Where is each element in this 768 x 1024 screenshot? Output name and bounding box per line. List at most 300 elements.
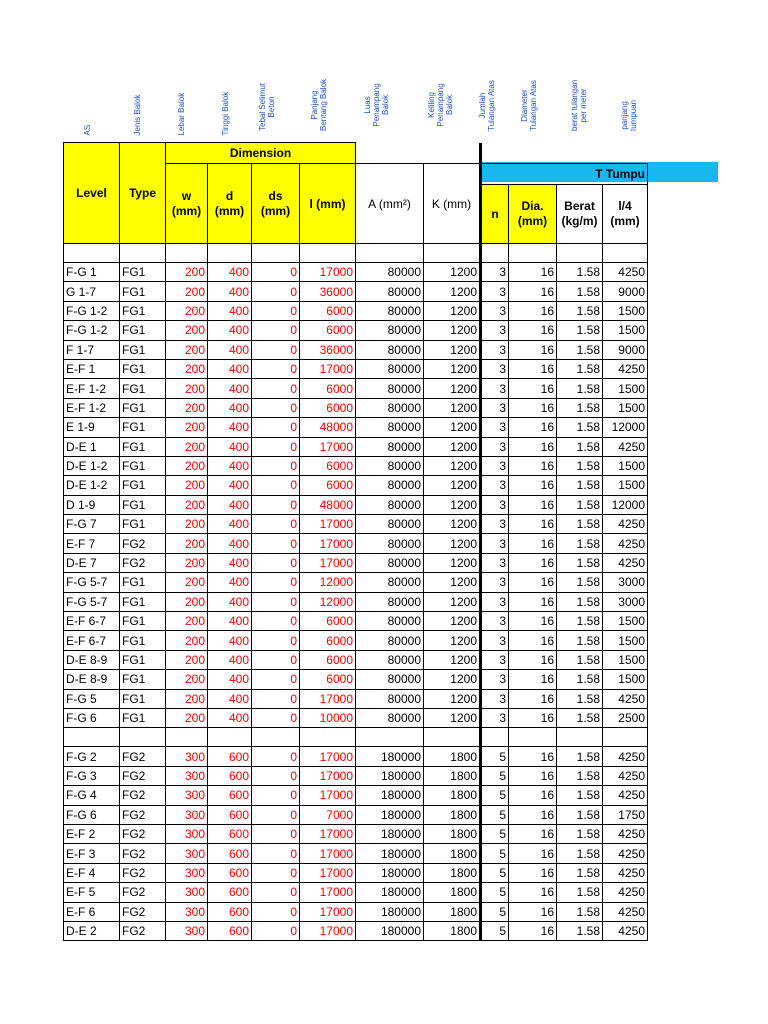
cell-dia: 16 xyxy=(509,883,557,902)
cell-k: 1200 xyxy=(424,650,481,669)
cell-l4: 9000 xyxy=(603,340,648,359)
cell-k: 1200 xyxy=(424,612,481,631)
cell-d: 400 xyxy=(208,631,252,650)
cell-l: 6000 xyxy=(300,650,356,669)
cell-l4: 4250 xyxy=(603,437,648,456)
cell-w: 200 xyxy=(166,340,208,359)
cell-level: E-F 1-2 xyxy=(64,379,120,398)
cell-w: 300 xyxy=(166,786,208,805)
cell-ds: 0 xyxy=(252,747,300,766)
cell-a: 180000 xyxy=(356,883,424,902)
cell-d: 400 xyxy=(208,515,252,534)
cell-n: 5 xyxy=(481,766,509,785)
cell-ds: 0 xyxy=(252,476,300,495)
cell-dia: 16 xyxy=(509,573,557,592)
col-label-panjang-tumpuan: panjang tumpuan xyxy=(620,99,638,131)
col-label-as: AS xyxy=(83,124,92,136)
cell-type: FG2 xyxy=(120,786,166,805)
cell-l4: 1750 xyxy=(603,805,648,824)
cell-type: FG2 xyxy=(120,766,166,785)
cell-l: 17000 xyxy=(300,921,356,940)
header-berat: Berat (kg/m) xyxy=(557,185,603,244)
table-row xyxy=(64,883,648,902)
cell-a: 180000 xyxy=(356,902,424,921)
cell-level: F-G 5-7 xyxy=(64,592,120,611)
cell-level: F-G 7 xyxy=(64,515,120,534)
cell-berat: 1.58 xyxy=(557,321,603,340)
cell-a: 80000 xyxy=(356,708,424,727)
cell-l: 17000 xyxy=(300,263,356,282)
cell-w: 200 xyxy=(166,534,208,553)
cell-l: 10000 xyxy=(300,708,356,727)
cell-w: 200 xyxy=(166,592,208,611)
cell-l: 6000 xyxy=(300,476,356,495)
cell-w: 200 xyxy=(166,437,208,456)
cell-k: 1200 xyxy=(424,456,481,475)
cell-type: FG2 xyxy=(120,553,166,572)
cell-ds: 0 xyxy=(252,437,300,456)
cell-a: 80000 xyxy=(356,398,424,417)
cell-type: FG1 xyxy=(120,631,166,650)
cell-berat: 1.58 xyxy=(557,359,603,378)
cell-a: 80000 xyxy=(356,359,424,378)
cell-l: 36000 xyxy=(300,282,356,301)
cell-dia: 16 xyxy=(509,418,557,437)
cell-n: 3 xyxy=(481,476,509,495)
cell-level: E-F 1 xyxy=(64,359,120,378)
cell-dia: 16 xyxy=(509,456,557,475)
cell-type: FG1 xyxy=(120,708,166,727)
cell-w: 300 xyxy=(166,747,208,766)
cell-a: 80000 xyxy=(356,418,424,437)
cell-l: 48000 xyxy=(300,495,356,514)
cell-n: 3 xyxy=(481,631,509,650)
cell-w: 300 xyxy=(166,863,208,882)
cell-d: 400 xyxy=(208,301,252,320)
cell-l4: 4250 xyxy=(603,515,648,534)
cell-w: 200 xyxy=(166,301,208,320)
table-row xyxy=(64,456,648,475)
cell-dia: 16 xyxy=(509,515,557,534)
cell-l: 17000 xyxy=(300,747,356,766)
cell-w: 200 xyxy=(166,553,208,572)
cell-dia: 16 xyxy=(509,650,557,669)
cell-w: 300 xyxy=(166,844,208,863)
cell-n: 5 xyxy=(481,863,509,882)
cell-level: D-E 8-9 xyxy=(64,670,120,689)
cell-d: 400 xyxy=(208,456,252,475)
cell-n: 3 xyxy=(481,612,509,631)
cell-level: E-F 2 xyxy=(64,824,120,843)
cell-dia: 16 xyxy=(509,379,557,398)
cell-ds: 0 xyxy=(252,263,300,282)
cell-l4: 9000 xyxy=(603,282,648,301)
group-fg2-rows xyxy=(64,747,648,941)
table-row xyxy=(64,612,648,631)
cell-l4: 4250 xyxy=(603,902,648,921)
cell-ds: 0 xyxy=(252,708,300,727)
cell-k: 1200 xyxy=(424,476,481,495)
cell-l: 17000 xyxy=(300,844,356,863)
cell-berat: 1.58 xyxy=(557,379,603,398)
cell-dia: 16 xyxy=(509,263,557,282)
cell-w: 200 xyxy=(166,708,208,727)
table-row xyxy=(64,670,648,689)
cell-dia: 16 xyxy=(509,747,557,766)
cell-type: FG1 xyxy=(120,263,166,282)
cell-l: 17000 xyxy=(300,883,356,902)
cell-type: FG1 xyxy=(120,515,166,534)
cell-k: 1200 xyxy=(424,437,481,456)
cell-berat: 1.58 xyxy=(557,863,603,882)
cell-l: 7000 xyxy=(300,805,356,824)
cell-dia: 16 xyxy=(509,437,557,456)
cell-w: 200 xyxy=(166,573,208,592)
cell-d: 400 xyxy=(208,573,252,592)
cell-type: FG2 xyxy=(120,824,166,843)
cell-type: FG2 xyxy=(120,844,166,863)
header-spacer-right xyxy=(481,143,648,164)
cell-w: 200 xyxy=(166,282,208,301)
table-row xyxy=(64,631,648,650)
cell-type: FG1 xyxy=(120,670,166,689)
cell-type: FG2 xyxy=(120,534,166,553)
cell-d: 400 xyxy=(208,689,252,708)
table-row xyxy=(64,553,648,572)
cell-k: 1200 xyxy=(424,534,481,553)
cell-berat: 1.58 xyxy=(557,573,603,592)
cell-level: E-F 6-7 xyxy=(64,631,120,650)
cell-level: G 1-7 xyxy=(64,282,120,301)
cell-level: E-F 3 xyxy=(64,844,120,863)
cell-level: E 1-9 xyxy=(64,418,120,437)
cell-level: D-E 7 xyxy=(64,553,120,572)
cell-d: 600 xyxy=(208,844,252,863)
cell-d: 400 xyxy=(208,708,252,727)
cell-n: 3 xyxy=(481,553,509,572)
table-row xyxy=(64,301,648,320)
cell-ds: 0 xyxy=(252,689,300,708)
cell-k: 1800 xyxy=(424,844,481,863)
table-row xyxy=(64,321,648,340)
blank-row xyxy=(64,728,648,747)
cell-k: 1800 xyxy=(424,902,481,921)
cell-type: FG2 xyxy=(120,747,166,766)
cell-l: 6000 xyxy=(300,321,356,340)
cell-berat: 1.58 xyxy=(557,437,603,456)
cell-k: 1800 xyxy=(424,863,481,882)
cell-d: 400 xyxy=(208,437,252,456)
table-row xyxy=(64,766,648,785)
cell-type: FG1 xyxy=(120,398,166,417)
cell-level: F-G 4 xyxy=(64,786,120,805)
cell-l4: 1500 xyxy=(603,670,648,689)
cell-n: 3 xyxy=(481,495,509,514)
cell-l: 17000 xyxy=(300,553,356,572)
cell-a: 180000 xyxy=(356,844,424,863)
cell-n: 3 xyxy=(481,398,509,417)
cell-type: FG1 xyxy=(120,301,166,320)
cell-dia: 16 xyxy=(509,921,557,940)
cell-l4: 4250 xyxy=(603,689,648,708)
cell-l: 17000 xyxy=(300,902,356,921)
cell-k: 1200 xyxy=(424,670,481,689)
cell-dia: 16 xyxy=(509,301,557,320)
cell-n: 3 xyxy=(481,437,509,456)
cell-a: 80000 xyxy=(356,650,424,669)
cell-level: D-E 2 xyxy=(64,921,120,940)
cell-w: 300 xyxy=(166,805,208,824)
table-row xyxy=(64,476,648,495)
table-row xyxy=(64,708,648,727)
cell-l4: 1500 xyxy=(603,379,648,398)
cell-d: 600 xyxy=(208,863,252,882)
cell-type: FG1 xyxy=(120,573,166,592)
cell-l: 17000 xyxy=(300,437,356,456)
cell-a: 80000 xyxy=(356,456,424,475)
cell-k: 1200 xyxy=(424,553,481,572)
cell-dia: 16 xyxy=(509,340,557,359)
cell-l: 6000 xyxy=(300,631,356,650)
cell-l4: 1500 xyxy=(603,612,648,631)
cell-ds: 0 xyxy=(252,631,300,650)
cell-a: 180000 xyxy=(356,824,424,843)
cell-ds: 0 xyxy=(252,553,300,572)
cell-level: F-G 1-2 xyxy=(64,301,120,320)
cell-l4: 4250 xyxy=(603,534,648,553)
cell-type: FG1 xyxy=(120,418,166,437)
header-type: Type xyxy=(120,143,166,244)
cell-l: 48000 xyxy=(300,418,356,437)
cell-l: 17000 xyxy=(300,534,356,553)
cell-ds: 0 xyxy=(252,612,300,631)
cell-type: FG1 xyxy=(120,495,166,514)
cell-w: 300 xyxy=(166,824,208,843)
cell-n: 3 xyxy=(481,340,509,359)
cell-l: 17000 xyxy=(300,766,356,785)
cell-d: 600 xyxy=(208,902,252,921)
cell-d: 400 xyxy=(208,321,252,340)
cell-w: 200 xyxy=(166,263,208,282)
cell-d: 600 xyxy=(208,747,252,766)
cell-a: 80000 xyxy=(356,321,424,340)
cell-berat: 1.58 xyxy=(557,476,603,495)
cell-w: 200 xyxy=(166,670,208,689)
cell-berat: 1.58 xyxy=(557,902,603,921)
cell-l: 17000 xyxy=(300,863,356,882)
cell-w: 200 xyxy=(166,456,208,475)
cell-l4: 4250 xyxy=(603,553,648,572)
cell-l: 6000 xyxy=(300,379,356,398)
cell-a: 80000 xyxy=(356,263,424,282)
cell-dia: 16 xyxy=(509,398,557,417)
cell-berat: 1.58 xyxy=(557,495,603,514)
cell-n: 5 xyxy=(481,824,509,843)
cell-k: 1200 xyxy=(424,282,481,301)
table-row xyxy=(64,379,648,398)
cell-d: 400 xyxy=(208,670,252,689)
cell-ds: 0 xyxy=(252,921,300,940)
cell-ds: 0 xyxy=(252,844,300,863)
cell-ds: 0 xyxy=(252,883,300,902)
table-row xyxy=(64,573,648,592)
cell-n: 3 xyxy=(481,670,509,689)
cell-ds: 0 xyxy=(252,786,300,805)
cell-berat: 1.58 xyxy=(557,340,603,359)
cell-type: FG2 xyxy=(120,883,166,902)
cell-ds: 0 xyxy=(252,456,300,475)
cell-d: 600 xyxy=(208,786,252,805)
cell-l4: 4250 xyxy=(603,766,648,785)
cell-ds: 0 xyxy=(252,515,300,534)
cell-k: 1200 xyxy=(424,340,481,359)
cell-n: 3 xyxy=(481,534,509,553)
cell-berat: 1.58 xyxy=(557,631,603,650)
cell-l4: 2500 xyxy=(603,708,648,727)
cell-dia: 16 xyxy=(509,592,557,611)
cell-ds: 0 xyxy=(252,398,300,417)
cell-ds: 0 xyxy=(252,805,300,824)
cell-level: D-E 1-2 xyxy=(64,456,120,475)
cell-k: 1800 xyxy=(424,921,481,940)
cell-berat: 1.58 xyxy=(557,592,603,611)
table-row xyxy=(64,689,648,708)
cell-k: 1200 xyxy=(424,708,481,727)
cell-l4: 3000 xyxy=(603,592,648,611)
cell-type: FG2 xyxy=(120,805,166,824)
table-row xyxy=(64,282,648,301)
cell-d: 400 xyxy=(208,495,252,514)
table-row xyxy=(64,340,648,359)
cell-level: F-G 6 xyxy=(64,708,120,727)
col-label-keliling-penampang: Keliling Penampang Balok xyxy=(427,83,454,127)
cell-dia: 16 xyxy=(509,863,557,882)
cell-d: 400 xyxy=(208,612,252,631)
cell-l4: 1500 xyxy=(603,301,648,320)
cell-level: D-E 1 xyxy=(64,437,120,456)
cell-dia: 16 xyxy=(509,902,557,921)
cell-w: 200 xyxy=(166,515,208,534)
cell-type: FG1 xyxy=(120,359,166,378)
cell-l: 12000 xyxy=(300,592,356,611)
header-level: Level xyxy=(64,143,120,244)
cell-dia: 16 xyxy=(509,708,557,727)
cell-l4: 4250 xyxy=(603,824,648,843)
cell-level: D-E 1-2 xyxy=(64,476,120,495)
cell-ds: 0 xyxy=(252,340,300,359)
cell-berat: 1.58 xyxy=(557,398,603,417)
cell-n: 3 xyxy=(481,282,509,301)
group-fg1-rows xyxy=(64,263,648,728)
cell-a: 80000 xyxy=(356,631,424,650)
cell-level: F-G 5 xyxy=(64,689,120,708)
cell-ds: 0 xyxy=(252,359,300,378)
table-row xyxy=(64,844,648,863)
cell-a: 80000 xyxy=(356,515,424,534)
cell-k: 1200 xyxy=(424,689,481,708)
header-l4: l/4 (mm) xyxy=(603,185,648,244)
cell-level: D 1-9 xyxy=(64,495,120,514)
cell-dia: 16 xyxy=(509,689,557,708)
cell-ds: 0 xyxy=(252,282,300,301)
cell-type: FG1 xyxy=(120,612,166,631)
cell-a: 180000 xyxy=(356,766,424,785)
cell-w: 200 xyxy=(166,476,208,495)
cell-n: 5 xyxy=(481,805,509,824)
cell-dia: 16 xyxy=(509,282,557,301)
cell-dia: 16 xyxy=(509,786,557,805)
cell-berat: 1.58 xyxy=(557,456,603,475)
cell-n: 5 xyxy=(481,844,509,863)
cell-type: FG1 xyxy=(120,340,166,359)
cell-berat: 1.58 xyxy=(557,650,603,669)
cell-d: 600 xyxy=(208,921,252,940)
table-row xyxy=(64,418,648,437)
table-row xyxy=(64,902,648,921)
cell-ds: 0 xyxy=(252,321,300,340)
cell-l4: 4250 xyxy=(603,844,648,863)
cell-k: 1200 xyxy=(424,592,481,611)
col-label-tinggi-balok: Tinggi Balok xyxy=(221,91,230,136)
cell-l4: 4250 xyxy=(603,863,648,882)
col-label-berat-tulangan: berat tulangan per meter xyxy=(570,79,588,131)
cell-w: 200 xyxy=(166,359,208,378)
cell-berat: 1.58 xyxy=(557,766,603,785)
cell-type: FG1 xyxy=(120,650,166,669)
header-d: d (mm) xyxy=(208,164,252,244)
table-row xyxy=(64,592,648,611)
cell-l4: 4250 xyxy=(603,263,648,282)
cell-d: 400 xyxy=(208,263,252,282)
cell-berat: 1.58 xyxy=(557,883,603,902)
cell-n: 3 xyxy=(481,708,509,727)
cell-level: D-E 8-9 xyxy=(64,650,120,669)
cell-l: 17000 xyxy=(300,824,356,843)
cell-w: 200 xyxy=(166,612,208,631)
cell-w: 200 xyxy=(166,321,208,340)
cell-a: 80000 xyxy=(356,573,424,592)
cell-l4: 12000 xyxy=(603,495,648,514)
beam-table xyxy=(63,142,648,941)
cell-n: 3 xyxy=(481,379,509,398)
cell-level: F-G 6 xyxy=(64,805,120,824)
cell-w: 200 xyxy=(166,631,208,650)
cell-n: 3 xyxy=(481,650,509,669)
cell-type: FG1 xyxy=(120,592,166,611)
cell-level: E-F 6 xyxy=(64,902,120,921)
table-row xyxy=(64,747,648,766)
cell-k: 1200 xyxy=(424,359,481,378)
cell-a: 180000 xyxy=(356,805,424,824)
cell-a: 80000 xyxy=(356,612,424,631)
cell-n: 5 xyxy=(481,747,509,766)
cell-level: E-F 6-7 xyxy=(64,612,120,631)
cell-d: 400 xyxy=(208,476,252,495)
cell-n: 5 xyxy=(481,902,509,921)
cell-l: 6000 xyxy=(300,456,356,475)
cell-berat: 1.58 xyxy=(557,805,603,824)
cell-l: 17000 xyxy=(300,786,356,805)
cell-type: FG1 xyxy=(120,476,166,495)
cell-k: 1200 xyxy=(424,398,481,417)
header-a: A (mm²) xyxy=(356,164,424,244)
cell-ds: 0 xyxy=(252,670,300,689)
cell-dia: 16 xyxy=(509,495,557,514)
cell-type: FG1 xyxy=(120,456,166,475)
cell-k: 1800 xyxy=(424,805,481,824)
cell-l4: 4250 xyxy=(603,786,648,805)
cell-l4: 1500 xyxy=(603,456,648,475)
